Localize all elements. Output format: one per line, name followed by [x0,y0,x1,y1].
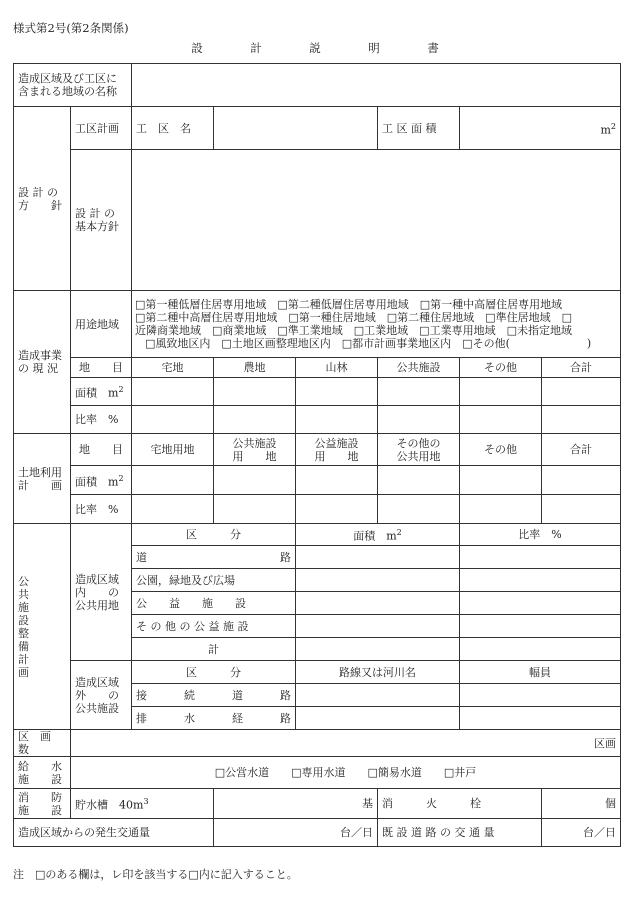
kouku-name-label: 工 区 名 [132,107,214,150]
kouku-area-field[interactable]: $m^2$ [460,107,621,150]
landuse-area-cell[interactable] [542,466,621,495]
lot-count-field[interactable]: 区画 [71,730,621,757]
row-road-area[interactable] [296,546,460,569]
row-connect-road-width[interactable] [460,684,621,707]
status-area-cell[interactable] [296,378,378,406]
status-area-cell[interactable] [542,378,621,406]
water-tank-label: 貯水槽 $40m^3$ [71,789,214,819]
landuse-ratio-cell[interactable] [542,495,621,524]
lot-count-label: 区 画 数 [14,730,71,757]
water-supply-options[interactable]: □公営水道 □専用水道 □簡易水道 □井戸 [71,757,621,789]
landuse-ratio-cell[interactable] [378,495,460,524]
status-ratio-cell[interactable] [132,406,214,434]
status-col-farmland: 農地 [214,358,296,378]
document-title: 設 計 説 明 書 [191,41,457,55]
row-other-benefit-label: そ の 他 の 公 益 施 設 [132,615,296,638]
outside-kubun-header: 区 分 [132,661,296,684]
landuse-ratio-cell[interactable] [460,495,542,524]
hydrant-field[interactable]: 個 [542,789,621,819]
landuse-area-cell[interactable] [214,466,296,495]
status-ratio-label: 比率 % [71,406,132,434]
row-road-label: 道 路 [132,546,296,569]
landuse-ratio-cell[interactable] [132,495,214,524]
design-description-form [13,63,621,847]
row-benefit-ratio[interactable] [460,592,621,615]
basic-policy-label: 設 計 の 基本方針 [71,150,132,291]
status-area-label: 面積 $m^2$ [71,378,132,406]
design-policy-label: 設 計 の 方 針 [14,107,71,291]
kouku-area-label: 工 区 面 積 [378,107,460,150]
status-chimoku-label: 地 目 [71,358,132,378]
row-park-area[interactable] [296,569,460,592]
public-facility-plan-label: 公 共 施 設 整 備 計 画 [14,524,71,730]
area-name-field[interactable] [132,64,621,107]
row-connect-road-route[interactable] [296,684,460,707]
landuse-area-cell[interactable] [132,466,214,495]
basic-policy-field[interactable] [132,150,621,291]
row-total-label: 計 [132,638,296,661]
outside-width-header: 幅員 [460,661,621,684]
current-status-label: 造成事業 の 現 況 [14,291,71,434]
hydrant-label: 消 火 栓 [378,789,542,819]
landuse-chimoku-label: 地 目 [71,434,132,466]
status-ratio-cell[interactable] [378,406,460,434]
landuse-area-label: 面積 $m^2$ [71,466,132,495]
footnote: 注 □のある欄は，レ印を該当する□内に記入すること。 [13,868,298,881]
public-ratio-header: 比率 % [460,524,621,546]
fire-facility-label: 消 防 施 設 [14,789,71,819]
landuse-plan-label: 土地利用 計 画 [14,434,71,524]
public-kubun-header: 区 分 [132,524,296,546]
existing-road-traffic-label: 既 設 道 路 の 交 通 量 [378,819,542,847]
generated-traffic-field[interactable]: 台／日 [214,819,378,847]
status-col-residential: 宅地 [132,358,214,378]
landuse-col-other-public: その他の 公共用地 [378,434,460,466]
status-area-cell[interactable] [214,378,296,406]
row-drain-route-width[interactable] [460,707,621,730]
row-park-ratio[interactable] [460,569,621,592]
landuse-col-public-facility: 公共施設 用 地 [214,434,296,466]
row-total-ratio[interactable] [460,638,621,661]
row-connect-road-label: 接 続 道 路 [132,684,296,707]
outside-route-header: 路線又は河川名 [296,661,460,684]
landuse-col-total: 合計 [542,434,621,466]
water-supply-label: 給 水 施 設 [14,757,71,789]
status-ratio-cell[interactable] [460,406,542,434]
landuse-col-residential: 宅地用地 [132,434,214,466]
status-col-public: 公共施設 [378,358,460,378]
kouku-name-field[interactable] [214,107,378,150]
existing-road-traffic-field[interactable]: 台／日 [542,819,621,847]
landuse-area-cell[interactable] [296,466,378,495]
inside-public-land-label: 造成区域 内 の 公共用地 [71,524,132,661]
landuse-area-cell[interactable] [460,466,542,495]
row-other-benefit-area[interactable] [296,615,460,638]
form-number: 様式第2号(第2条関係) [13,21,129,35]
status-area-cell[interactable] [460,378,542,406]
landuse-area-cell[interactable] [378,466,460,495]
use-district-label: 用途地域 [71,291,132,358]
status-ratio-cell[interactable] [296,406,378,434]
generated-traffic-label: 造成区域からの発生交通量 [14,819,214,847]
status-col-forest: 山林 [296,358,378,378]
status-col-total: 合計 [542,358,621,378]
status-ratio-cell[interactable] [214,406,296,434]
status-ratio-cell[interactable] [542,406,621,434]
area-name-label: 造成区域及び工区に 含まれる地域の名称 [14,64,132,107]
row-drain-route-route[interactable] [296,707,460,730]
outside-public-facility-label: 造成区域 外 の 公共施設 [71,661,132,730]
landuse-col-other: その他 [460,434,542,466]
kouku-plan-label: 工区計画 [71,107,132,150]
row-total-area[interactable] [296,638,460,661]
landuse-col-benefit-facility: 公益施設 用 地 [296,434,378,466]
landuse-ratio-label: 比率 % [71,495,132,524]
public-area-header: 面積 $m^2$ [296,524,460,546]
row-benefit-label: 公 益 施 設 [132,592,296,615]
row-road-ratio[interactable] [460,546,621,569]
use-district-options[interactable]: □第一種低層住居専用地域 □第二種低層住居専用地域 □第一種中高層住居専用地域 □第二種中高層住居専用地域 □第一種住居地域 □第二種住居地域 □準住居地域 □ 近隣商業地域 □商業地域 □準工業地域 □工業地域 □工業専用地域 □未指定地域 □風致地区内 □土地区画整理地区内 □都市計画事業地区内 □その他( ) [132,291,621,358]
landuse-ratio-cell[interactable] [296,495,378,524]
status-area-cell[interactable] [132,378,214,406]
row-other-benefit-ratio[interactable] [460,615,621,638]
water-tank-field[interactable]: 基 [214,789,378,819]
row-park-label: 公園，緑地及び広場 [132,569,296,592]
landuse-ratio-cell[interactable] [214,495,296,524]
row-benefit-area[interactable] [296,592,460,615]
row-drain-route-label: 排 水 経 路 [132,707,296,730]
status-area-cell[interactable] [378,378,460,406]
status-col-other: その他 [460,358,542,378]
